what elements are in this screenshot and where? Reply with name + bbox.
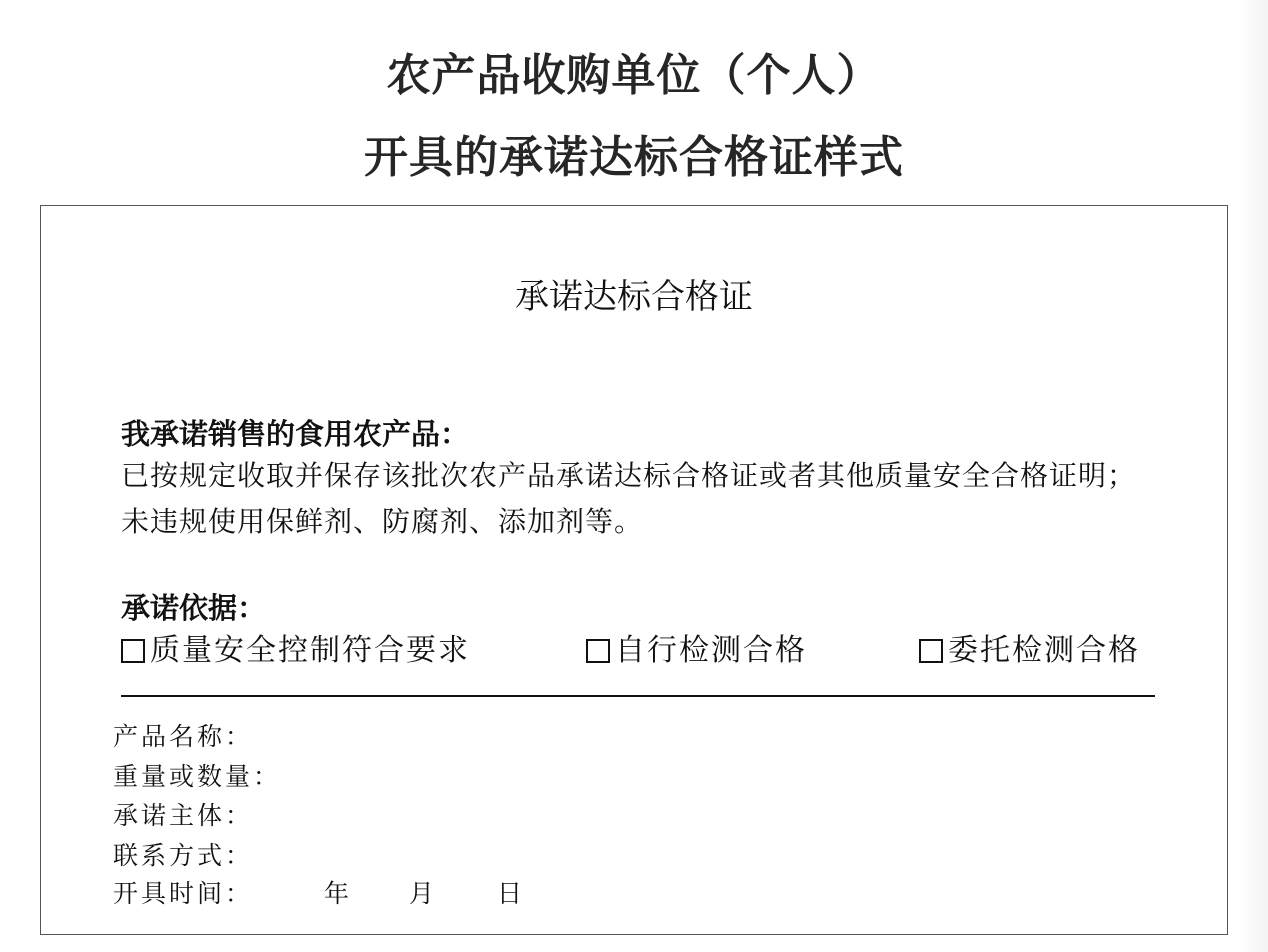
field-commitment-subject: 承诺主体： — [113, 801, 254, 830]
basis-option-label: 委托检测合格 — [948, 633, 1140, 668]
checkbox-icon[interactable] — [919, 639, 943, 663]
basis-option-label: 自行检测合格 — [615, 633, 807, 668]
basis-option-quality-control[interactable] — [121, 633, 470, 668]
basis-option-label: 质量安全控制符合要求 — [150, 633, 470, 668]
certificate-heading: 承诺达标合格证 — [515, 277, 753, 317]
commitment-label: 我承诺销售的食用农产品： — [121, 417, 470, 451]
field-issue-date: 开具时间： — [113, 879, 254, 908]
basis-option-entrusted-test[interactable] — [919, 633, 1140, 668]
commitment-line-1: 已按规定收取并保存该批次农产品承诺达标合格证或者其他质量安全合格证明； — [121, 459, 1137, 492]
date-month-unit: 月 — [409, 879, 435, 908]
section-divider — [121, 695, 1155, 697]
document-title-line-2: 开具的承诺达标合格证样式 — [364, 132, 904, 183]
checkbox-icon[interactable] — [586, 639, 610, 663]
checkbox-icon[interactable] — [121, 639, 145, 663]
field-weight-quantity: 重量或数量： — [113, 762, 282, 791]
certificate-frame — [40, 205, 1228, 935]
field-contact: 联系方式： — [113, 841, 254, 870]
commitment-line-2: 未违规使用保鲜剂、防腐剂、添加剂等。 — [121, 505, 644, 538]
date-day-unit: 日 — [497, 879, 523, 908]
date-year-unit: 年 — [324, 879, 350, 908]
document-title-line-1: 农产品收购单位（个人） — [386, 50, 882, 101]
field-product-name: 产品名称： — [113, 722, 254, 751]
basis-label: 承诺依据： — [121, 591, 267, 625]
basis-option-self-test[interactable] — [586, 633, 807, 668]
